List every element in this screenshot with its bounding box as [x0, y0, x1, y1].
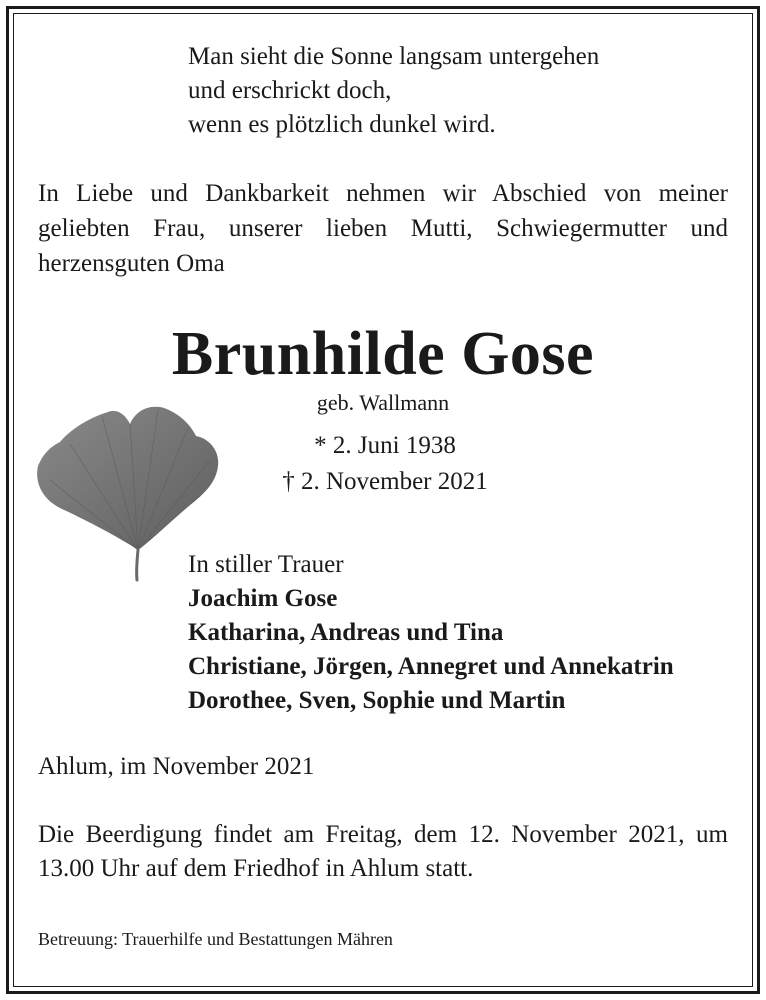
intro-text: In Liebe und Dankbarkeit nehmen wir Abschied von meiner geliebten Frau, unserer lieben Mutti, Schwiegermutter und herzensguten Oma — [38, 180, 728, 277]
place-date: Ahlum, im November 2021 — [38, 753, 315, 780]
mourner-name: Katharina, Andreas und Tina — [188, 619, 504, 646]
funeral-notice: Die Beerdigung findet am Freitag, dem 12. November 2021, um 13.00 Uhr auf dem Friedhof in Ahlum statt. — [38, 821, 728, 882]
poem-line: und erschrickt doch, — [188, 77, 392, 104]
deceased-name: Brunhilde Gose — [171, 320, 595, 388]
poem — [188, 40, 599, 142]
funeral-service-credit: Betreuung: Trauerhilfe und Bestattungen Mähren — [38, 929, 393, 949]
life-dates — [250, 428, 520, 500]
poem-line: wenn es plötzlich dunkel wird. — [188, 111, 496, 138]
mourners-heading: In stiller Trauer — [188, 551, 344, 578]
mourner-name: Joachim Gose — [188, 585, 338, 612]
poem-line: Man sieht die Sonne langsam untergehen — [188, 43, 600, 70]
death-date: † 2. November 2021 — [282, 468, 488, 495]
birth-date: * 2. Juni 1938 — [314, 432, 456, 459]
birth-name: geb. Wallmann — [316, 390, 450, 415]
mourners-block — [188, 548, 674, 718]
mourner-name: Christiane, Jörgen, Annegret und Annekatrin — [188, 653, 674, 680]
mourner-name: Dorothee, Sven, Sophie und Martin — [188, 687, 566, 714]
